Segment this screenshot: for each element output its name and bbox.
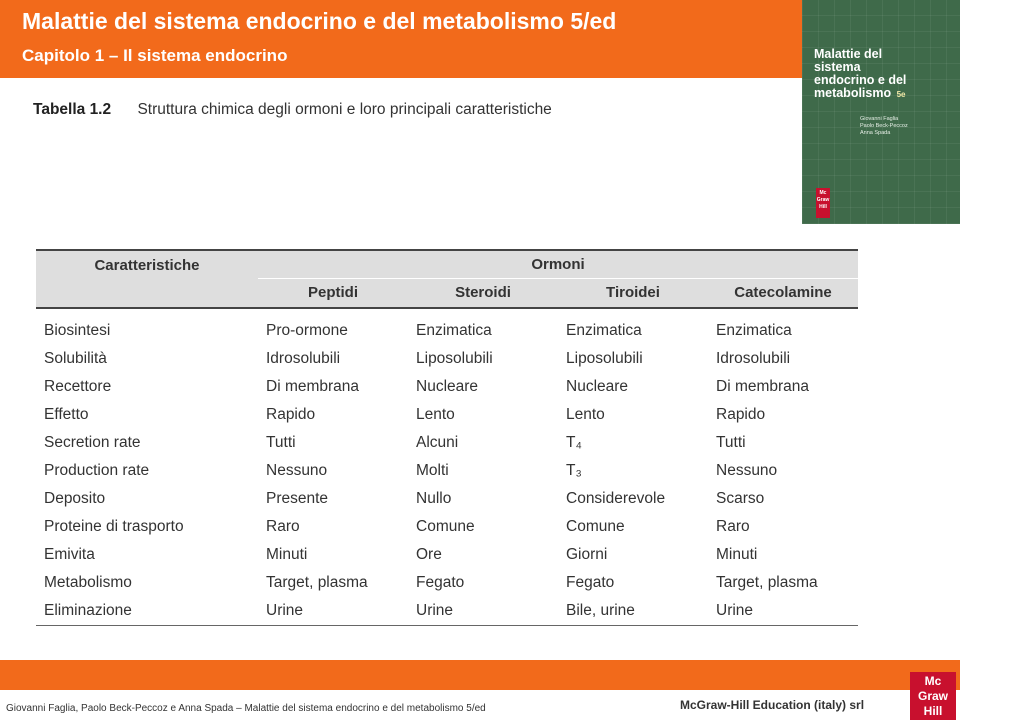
table-cell: Target, plasma	[266, 574, 368, 591]
slide-title: Malattie del sistema endocrino e del metabolismo 5/ed	[22, 8, 617, 34]
book-cover-image	[802, 0, 1035, 224]
table-cell: Giorni	[566, 546, 608, 563]
header-caratteristiche: Caratteristiche	[36, 250, 258, 308]
header-steroidi: Steroidi	[408, 278, 558, 308]
mcgraw-hill-logo	[910, 672, 956, 720]
table-cell: Raro	[716, 518, 750, 535]
table-row	[36, 541, 858, 569]
row-label-cell: Production rate	[44, 462, 150, 479]
logo-line: Hill	[923, 704, 943, 718]
table-cell: Urine	[708, 597, 858, 626]
cover-series-suffix: di	[990, 21, 1035, 55]
table-cell: Di membrana	[716, 378, 810, 395]
table-cell: Presente	[266, 490, 329, 507]
cover-title	[814, 48, 924, 101]
row-label-cell: Biosintesi	[44, 322, 111, 339]
table-row	[36, 345, 858, 373]
table-cell: Nucleare	[566, 378, 629, 395]
table-cell: Alcuni	[416, 434, 459, 451]
table-cell: T₄	[566, 434, 582, 451]
table-cell: Nessuno	[716, 462, 778, 479]
table-cell: Liposolubili	[566, 350, 643, 367]
row-label-cell: Eliminazione	[36, 597, 258, 626]
table-cell: Ore	[416, 546, 442, 563]
footer-authors: Giovanni Faglia, Paolo Beck-Peccoz e Anna Spada – Malattie del sistema endocrino e del metabolismo 5/ed	[6, 703, 486, 714]
table-cell: Raro	[266, 518, 300, 535]
table-cell: Minuti	[716, 546, 758, 563]
cover-publisher-logo: Mc Graw Hill	[816, 188, 830, 218]
cover-title-text: Malattie del sistema endocrino e del metabolismo	[814, 47, 907, 100]
table-cell: Scarso	[716, 490, 765, 507]
table-row	[36, 308, 858, 345]
table-cell: Urine	[258, 597, 408, 626]
row-label-cell: Emivita	[44, 546, 95, 563]
table-cell: Pro-ormone	[266, 322, 348, 339]
table-row	[36, 457, 858, 485]
cover-authors	[860, 116, 940, 137]
table-cell: Fegato	[566, 574, 615, 591]
table-cell: Enzimatica	[416, 322, 492, 339]
table-row	[36, 429, 858, 457]
bottom-bar	[0, 660, 960, 690]
table-cell: Enzimatica	[716, 322, 792, 339]
row-label-cell: Deposito	[44, 490, 106, 507]
table-cell: Lento	[416, 406, 455, 423]
table-cell: Comune	[566, 518, 625, 535]
table-cell: T₃	[566, 462, 582, 479]
table-cell: Fegato	[416, 574, 465, 591]
cover-author: Anna Spada	[860, 130, 891, 136]
row-label-cell: Secretion rate	[44, 434, 141, 451]
header-tiroidei: Tiroidei	[558, 278, 708, 308]
table-cell: Idrosolubili	[716, 350, 791, 367]
row-label-cell: Metabolismo	[44, 574, 132, 591]
table-cell: Rapido	[266, 406, 316, 423]
table-cell: Target, plasma	[716, 574, 818, 591]
logo-line: Graw	[917, 689, 948, 703]
table-row	[36, 373, 858, 401]
table-caption-text: Struttura chimica degli ormoni e loro principali caratteristiche	[137, 101, 552, 118]
table-caption-label: Tabella 1.2	[33, 101, 112, 118]
table-caption	[33, 101, 552, 119]
header-catecolamine: Catecolamine	[708, 278, 858, 308]
row-label-cell: Proteine di trasporto	[44, 518, 184, 535]
table-row	[36, 513, 858, 541]
table-row	[36, 569, 858, 597]
table-row	[36, 597, 858, 626]
cover-edition: 5e	[896, 90, 906, 99]
table-cell: Nullo	[416, 490, 452, 507]
table-cell: Comune	[416, 518, 475, 535]
slide-subtitle: Capitolo 1 – Il sistema endocrino	[22, 46, 288, 65]
row-label-cell: Recettore	[44, 378, 112, 395]
logo-line: Mc	[924, 674, 942, 688]
cover-author: Giovanni Faglia	[860, 116, 899, 122]
table-cell: Rapido	[716, 406, 766, 423]
table-cell: Di membrana	[266, 378, 360, 395]
table-cell: Minuti	[266, 546, 308, 563]
header-peptidi: Peptidi	[258, 278, 408, 308]
table-cell: Nucleare	[416, 378, 479, 395]
table-cell: Lento	[566, 406, 605, 423]
footer-publisher: McGraw-Hill Education (italy) srl	[680, 698, 865, 712]
row-label-cell: Solubilità	[44, 350, 107, 367]
table-cell: Tutti	[266, 434, 296, 451]
table-cell: Urine	[408, 597, 558, 626]
table-body	[36, 308, 858, 626]
table-cell: Nessuno	[266, 462, 328, 479]
table-cell: Liposolubili	[416, 350, 493, 367]
header-ormoni: Ormoni	[258, 250, 858, 278]
table-cell: Idrosolubili	[266, 350, 341, 367]
table-cell: Enzimatica	[566, 322, 642, 339]
cover-author: Paolo Beck-Peccoz	[860, 123, 908, 129]
table-cell: Bile, urine	[558, 597, 708, 626]
row-label-cell: Effetto	[44, 406, 89, 423]
table-cell: Molti	[416, 462, 449, 479]
table-cell: Considerevole	[566, 490, 666, 507]
table-row	[36, 485, 858, 513]
cover-series-word: manuale	[990, 54, 1035, 224]
table-row	[36, 401, 858, 429]
hormone-table	[36, 249, 858, 626]
table-cell: Tutti	[716, 434, 746, 451]
cover-series-name	[991, 8, 1036, 238]
